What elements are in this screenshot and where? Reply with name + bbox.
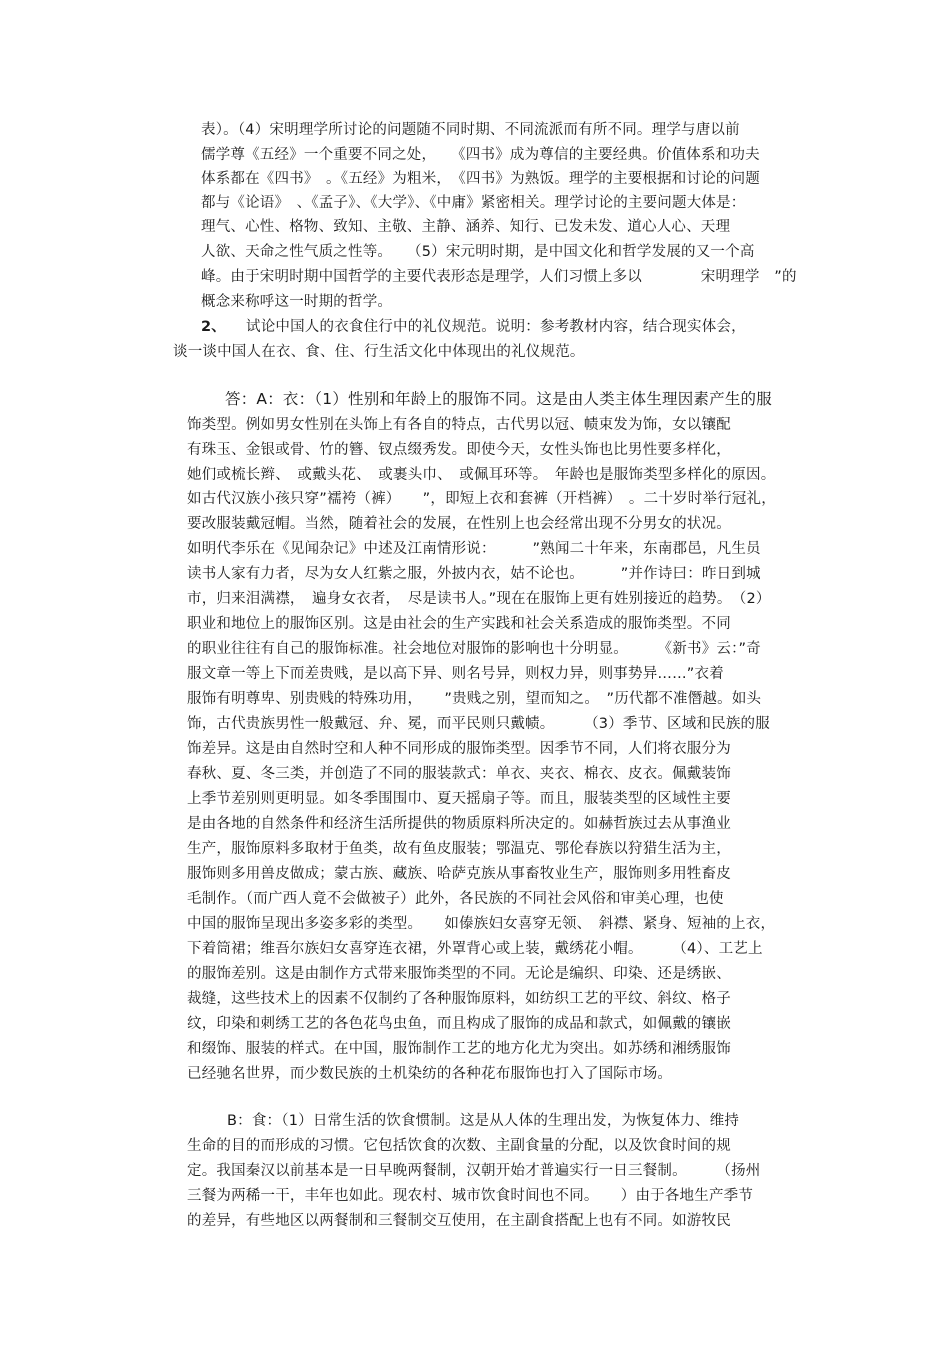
answer-line: 的差异，有些地区以两餐制和三餐制交互使用，在主副食搭配上也有不同。如游牧民 bbox=[187, 1213, 731, 1229]
answer-line: 的服饰差别。这是由制作方式带来服饰类型的不同。无论是编织、印染、还是绣嵌、 bbox=[187, 966, 731, 982]
answer-line: 的职业往往有自己的服饰标准。社会地位对服饰的影响也十分明显。 《新书》云：”奇 bbox=[187, 641, 761, 657]
answer-line: 春秋、夏、冬三类，并创造了不同的服装款式：单衣、夹衣、棉衣、皮衣。佩戴装饰 bbox=[187, 766, 731, 782]
paragraph-line: 体系都在《四书》 。《五经》为粗米， 《四书》为熟饭。理学的主要根据和讨论的问题 bbox=[201, 171, 760, 187]
answer-line: 已经驰名世界，而少数民族的土机染纺的各种花布服饰也打入了国际市场。 bbox=[187, 1066, 673, 1082]
paragraph-line: 都与《论语》 、《孟子》、《大学》、《中庸》紧密相关。理学讨论的主要问题大体是： bbox=[201, 195, 746, 211]
answer-line: 她们或梳长辫、 或戴头花、 或裹头巾、 或佩耳环等。 年龄也是服饰类型多样化的原因。 bbox=[187, 467, 776, 483]
answer-line: 中国的服饰呈现出多姿多彩的类型。 如傣族妇女喜穿无领、 斜襟、紧身、短袖的上衣， bbox=[187, 916, 776, 932]
answer-line: B：食：（1）日常生活的饮食惯制。这是从人体的生理出发，为恢复体力、维持 bbox=[227, 1113, 740, 1129]
question-text: 试论中国人的衣食住行中的礼仪规范。说明：参考教材内容，结合现实体会， bbox=[246, 319, 746, 335]
answer-line: 纹，印染和刺绣工艺的各色花鸟虫鱼，而且构成了服饰的成品和款式，如佩戴的镶嵌 bbox=[187, 1016, 731, 1032]
answer-line: 要改服装戴冠帽。当然，随着社会的发展，在性别上也会经常出现不分男女的状况。 bbox=[187, 516, 731, 532]
answer-line: 上季节差别则更明显。如冬季围围巾、夏天摇扇子等。而且，服装类型的区域性主要 bbox=[187, 791, 731, 807]
answer-line: 答：A：衣：（1）性别和年龄上的服饰不同。这是由人类主体生理因素产生的服 bbox=[225, 390, 772, 408]
answer-line: 三餐为两稀一干，丰年也如此。现农村、城市饮食时间也不同。 ）由于各地生产季节 bbox=[187, 1188, 754, 1204]
answer-line: 生产，服饰原料多取材于鱼类，故有鱼皮服装；鄂温克、鄂伦春族以狩猎生活为主， bbox=[187, 841, 731, 857]
paragraph-line: 理气、心性、格物、致知、主敬、主静、涵养、知行、已发未发、道心人心、天理 bbox=[201, 219, 731, 235]
answer-line: 职业和地位上的服饰区别。这是由社会的生产实践和社会关系造成的服饰类型。不同 bbox=[187, 616, 731, 632]
answer-line: 生命的目的而形成的习惯。它包括饮食的次数、主副食量的分配，以及饮食时间的规 bbox=[187, 1138, 731, 1154]
answer-line: 服文章一等上下而差贵贱，是以高下异、则名号异，则权力异，则事势异……”衣着 bbox=[187, 666, 724, 682]
paragraph-line: 概念来称呼这一时期的哲学。 bbox=[201, 294, 393, 310]
paragraph-line: 人欲、天命之性气质之性等。 （5）宋元明时期，是中国文化和哲学发展的又一个高 bbox=[201, 244, 755, 260]
answer-line: 服饰则多用兽皮做成；蒙古族、藏族、哈萨克族从事畜牧业生产，服饰则多用牲畜皮 bbox=[187, 866, 731, 882]
question-text: 谈一谈中国人在衣、食、住、行生活文化中体现出的礼仪规范。 bbox=[173, 344, 585, 360]
answer-line: 裁缝，这些技术上的因素不仅制约了各种服饰原料，如纺织工艺的平纹、斜纹、格子 bbox=[187, 991, 731, 1007]
answer-line: 服饰有明尊卑、别贵贱的特殊功用， ”贵贱之别，望而知之。 ”历代都不准僭越。如头 bbox=[187, 691, 762, 707]
answer-line: 有珠玉、金银或骨、竹的簪、钗点缀秀发。即使今天，女性头饰也比男性要多样化， bbox=[187, 442, 731, 458]
answer-line: 是由各地的自然条件和经济生活所提供的物质原料所决定的。如赫哲族过去从事渔业 bbox=[187, 816, 731, 832]
answer-line: 饰差异。这是由自然时空和人种不同形成的服饰类型。因季节不同，人们将衣服分为 bbox=[187, 741, 731, 757]
answer-line: 和缀饰、服装的样式。在中国，服饰制作工艺的地方化尤为突出。如苏绣和湘绣服饰 bbox=[187, 1041, 731, 1057]
answer-line: 读书人家有力者，尽为女人红紫之服，外披内衣，姑不论也。 ”并作诗曰：昨日到城 bbox=[187, 566, 761, 582]
answer-line: 毛制作。（而广西人竟不会做被子）此外，各民族的不同社会风俗和审美心理，也使 bbox=[187, 891, 724, 907]
paragraph-line: 峰。由于宋明时期中国哲学的主要代表形态是理学，人们习惯上多以 宋明理学 ”的 bbox=[201, 269, 797, 285]
answer-line: 市，归来泪满襟， 遍身女衣者， 尽是读书人。”现在在服饰上更有姓别接近的趋势。 （2） bbox=[187, 591, 771, 607]
paragraph-line: 表）。（4）宋明理学所讨论的问题随不同时期、不同流派而有所不同。理学与唐以前 bbox=[201, 122, 740, 138]
answer-line: 饰类型。例如男女性别在头饰上有各自的特点，古代男以冠、帻束发为饰，女以镶配 bbox=[187, 417, 731, 433]
paragraph-line: 儒学尊《五经》一个重要不同之处， 《四书》成为尊信的主要经典。价值体系和功夫 bbox=[201, 147, 760, 163]
answer-line: 下着筒裙；维吾尔族妇女喜穿连衣裙，外罩背心或上装，戴绣花小帽。 （4）、工艺上 bbox=[187, 941, 763, 957]
answer-line: 饰，古代贵族男性一般戴冠、弁、冕，而平民则只戴帻。 （3）季节、区域和民族的服 bbox=[187, 716, 770, 732]
answer-line: 定。我国秦汉以前基本是一日早晚两餐制，汉朝开始才普遍实行一日三餐制。 （扬州 bbox=[187, 1163, 761, 1179]
question-number: 2、 bbox=[201, 319, 226, 335]
answer-line: 如古代汉族小孩只穿”襦袴（裤） ”，即短上衣和套裤（开档裤） 。二十岁时举行冠礼， bbox=[187, 491, 776, 507]
answer-line: 如明代李乐在《见闻杂记》中述及江南情形说： ”熟闻二十年来，东南郡邑，凡生员 bbox=[187, 541, 761, 557]
